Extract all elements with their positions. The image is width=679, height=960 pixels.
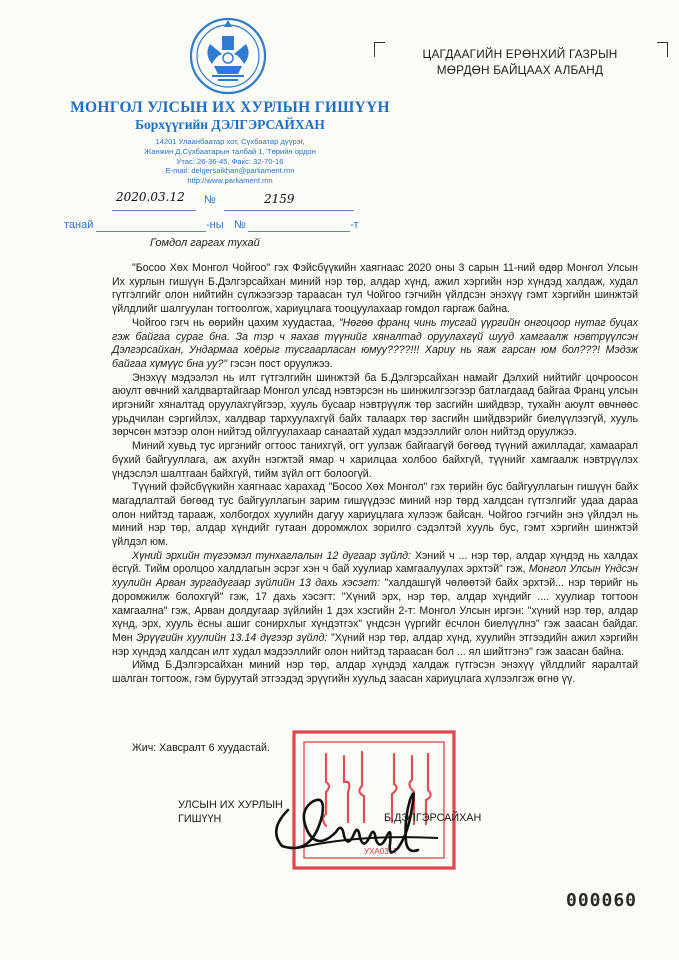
paragraph-6-ref-3: Эрүүгийн хуулийн 13.14 дүгээр зүйлд: [136, 631, 328, 644]
attachment-note: Жич: Хавсралт 6 хуудастай. [132, 742, 270, 754]
paragraph-6-ref-2: Монгол Улсын Үндсэн хуулийн Арван зургадугаар зүйлийн 13 дахь хэсэгт: [112, 563, 639, 590]
signer-title-line-2: ГИШҮҮН [178, 813, 222, 825]
paragraph-2-end: гэсэн пост оруулжээ. [227, 357, 333, 370]
signer-name: Б.ДЭЛГЭРСАЙХАН [384, 812, 482, 824]
reference-ny: -ны [206, 219, 224, 231]
paragraph-6-text-1: Хэний ч ... нэр төр, алдар хүндэд нь халдах ёсгүй. Тийм оролцоо халдлагын эсрэг хэн ч бай хуулиар хамгаалуулах эрхтэй" гэж, [112, 549, 638, 576]
recipient-corner-right [657, 42, 668, 57]
paragraph-4: Миний хувьд тус иргэнийг огтоос танихгүй, огт уулзаж байгаагүй бөгөөд түүний ажилладаг, хамаарал бүхий байгууллага, аж ахуйн нэгжтэй ямар ч харилцаа холбоо байхгүй, түүнийг хамгаалж нэвтрүүлэх үндэслэл шалтгаан байхгүй, тийм зүйл огт болоогүй. [112, 440, 638, 480]
paragraph-5: Түүний фэйсбүүкийн хаягнаас харахад "Босоо Хөх Монгол" гэх төрийн бус байгууллагын гишүүн байх магадлалтай бөгөөд тус байгууллагын зарим гишүүдээс миний нэр төрд халдсан гүтгэлгийг удаа дараа олон нийтэд тарааж, холбогдох хуулийн дагуу хариуцлага хүлээж байсан. Чойгоо гэгчийн энэ үйлдэл нь миний нэр төр, алдар хүндийг гутаан доромжлох зорилго сэдэлтэй хууль бус, гэмт хэргийн шинжтэй үйлдэл юм. [112, 481, 638, 549]
paragraph-6-ref-1: Хүний эрхийн түгээмэл тунхаглалын 12 дугаар зүйлд: [132, 549, 411, 562]
registration-date: 2020.03.12 [116, 190, 185, 204]
address-line-1: 14201 Улаанбаатар хот, Сүхбаатар дүүрэг, [155, 137, 305, 146]
email-line: E-mail: delgersaikhan@parliament.mn [165, 166, 295, 176]
letter-subject: Гомдол гаргах тухай [150, 237, 260, 249]
letterhead-member-name: Борхүүгийн ДЭЛГЭРСАЙХАН [135, 117, 325, 132]
paragraph-2-quote: "Нөгөө франц чинь тусгай үүргийн онгоцоор нутаг буцах гэж байгаа сураг бна. За тэр ч яахав түүнийг хяналтад оруулахгүй шууд хамгаалж нэвтрүүлсэн Дэлгэрсайхан, Ундармаа хоёрыг тусгаарласан юмуу????!!! Хариу нь яаж гарсан юм бол???! Мэдэж байгаа хүмүүс бна уу?" [112, 316, 638, 370]
recipient-line-1: ЦАГДААГИЙН ЕРӨНХИЙ ГАЗРЫН [422, 47, 618, 61]
reference-line [64, 219, 364, 235]
reference-taniai: танай [64, 219, 94, 231]
paragraph-2 [112, 317, 638, 372]
website-line: http://www.parliament.mn [187, 176, 273, 186]
reference-underline-2 [248, 231, 350, 232]
number-underline [224, 210, 354, 211]
paragraph-2-intro: Чойгоо гэгч нь өөрийн цахим хуудастаа, [132, 316, 339, 329]
recipient-line-2: МӨРДӨН БАЙЦААХ АЛБАНД [436, 63, 604, 77]
page-number-stamp: 000060 [566, 890, 638, 911]
reference-number-sign: № [234, 219, 246, 231]
recipient-block [384, 46, 656, 78]
letterhead-organization: МОНГОЛ УЛСЫН ИХ ХУРЛЫН ГИШҮҮН [70, 99, 390, 116]
registration-number-sign: № [204, 194, 216, 206]
state-emblem-icon [188, 14, 268, 98]
date-underline [112, 210, 196, 211]
seal-code: УХА0317 [364, 847, 398, 856]
paragraph-6-text-2: "халдашгүй чөлөөтэй байх эрхтэй... нэр төрийг нь доромжилж болохгүй" гэж, 17 дахь хэсэгт: "Хүний эрх, нэр төр, алдар хүндийг .... хуулиар тогтоон хамгаална" гэж, Арван долдугаар зүйлийн 1 дэх хэсгийн 2-т: Монгол Улсын иргэн: "хүний нэр төр, алдар хүнд, эрх, хууль ёсны ашиг сонирхлыг хүндэтгэх" үндсэн үүргийг ёсчлон биелүүлнэ" гэж заасан байдаг. Мөн [112, 577, 638, 644]
paragraph-7: Иймд Б.Дэлгэрсайхан миний нэр төр, алдар хүндэд халдаж гүтгэсэн энэхүү үйлдлийг яаралтай шалган тогтоож, гэм буруутай этгээдэд эрүүгийн хуульд заасан хариуцлага хүлээлгэж өгнө үү. [112, 659, 638, 686]
phone-line: Утас: 26-36-45, Факс: 32-70-16 [176, 156, 284, 166]
reference-underline-1 [96, 231, 206, 232]
paragraph-3: Энэхүү мэдээлэл нь илт гүтгэлгийн шинжтэй ба Б.Дэлгэрсайхан намайг Дэлхий нийтийг цочроосон аюулт өвчний халдвартайгаар Монгол улсад нэвтэрсэн нь шинжилгээгээр батлагдаад байгаа Франц улсын иргэнийг хяналтад оруулахгүйгээр, хууль бусаар нэвтрүүлж төр засгийн шийдвэр, тухайн аюулт өвчнөөс урьдчилан сэргийлэх, халдвар тархуулахгүй байх талаарх төр засгийн шийдвэрийг биелүүлээгүй, хууль зөрчсөн мэтээр олон нийтэд ойлгуулахаар санаатай худал мэдээллийг олон нийтэд оруулжээ. [112, 371, 638, 439]
paragraph-6 [112, 550, 638, 660]
paragraph-6-text-3: "Хүний нэр төр, алдар хүнд, хуулийн этгээдийн ажил хэргийн нэр хүндэд халдсан илт худал мэдээллийг олон нийтэд тараасан бол ... ял шийтгэнэ" гэж заасан байна. [112, 631, 638, 658]
letter-body [112, 262, 638, 687]
reference-t: -т [350, 219, 359, 231]
registration-number: 2159 [264, 192, 295, 206]
handwritten-signature [258, 770, 458, 866]
signer-title-line-1: УЛСЫН ИХ ХУРЛЫН [178, 799, 283, 811]
registration-line [64, 190, 364, 214]
letterhead-contact [120, 137, 340, 186]
paragraph-1: "Босоо Хөх Монгол Чойгоо" гэх Фэйсбүүкийн хаягнаас 2020 оны 3 сарын 11-ний өдөр Монгол Улсын Их хурлын гишүүн Б.Дэлгэрсайхан миний нэр төр, алдар хүнд, ажил хэргийн нэр хүндэд халдаж, худал гүтгэлгийг олон нийтийн сүлжээгээр тараасан тул Чойгоо гэгчийн үйлдсэн энэхүү гэмт хэргийн шинжтэй үйлдлийг шалгуулан тогтоолгож, хариуцлага тооцуулахаар гомдол гаргаж байна. [112, 262, 638, 316]
address-line-2: Жанжин Д.Сүхбаатарын талбай 1, Төрийн ордон [144, 146, 316, 156]
